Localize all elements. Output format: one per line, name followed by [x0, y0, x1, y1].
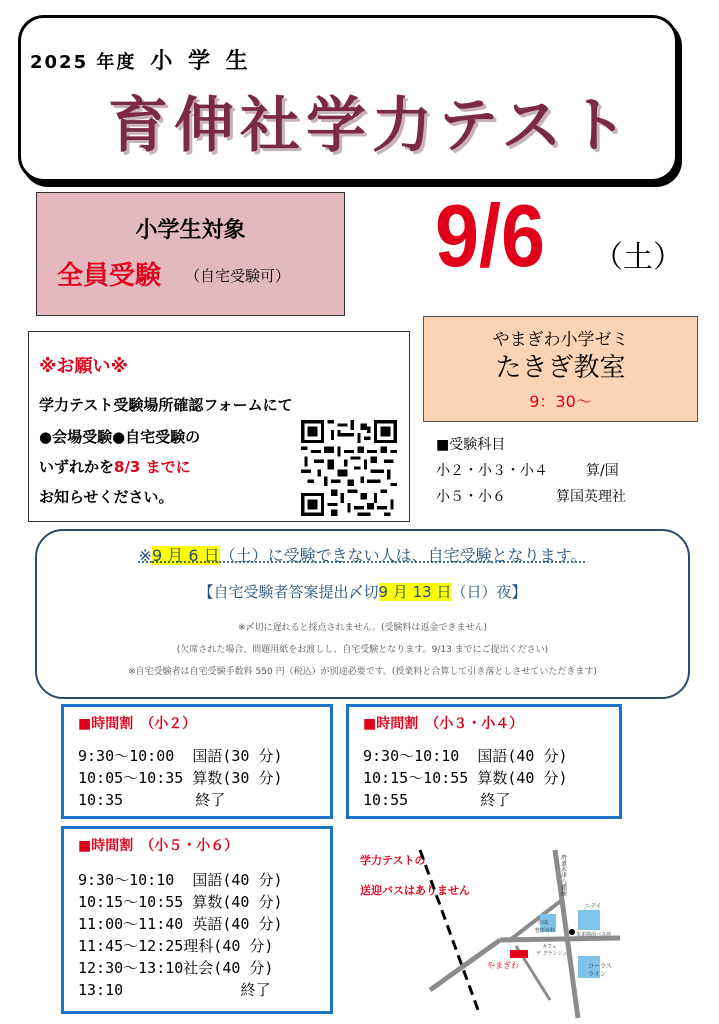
map-road [500, 938, 620, 940]
map-building-nitori [578, 910, 600, 930]
target-line1: 小学生対象 [135, 218, 246, 243]
year-label: 2025 年度 [30, 52, 137, 73]
notice-box [35, 529, 690, 699]
map-road-main [555, 850, 578, 1018]
timetable-row: 10:35 終了 [78, 791, 226, 809]
timetable-rows [78, 745, 283, 811]
subjects-grades: 小２・小３・小４ [436, 463, 548, 479]
map-note-line2: 送迎バスはありません [360, 884, 470, 897]
request-title: ※お願い※ [39, 356, 128, 377]
timetable-grade3-4 [346, 704, 622, 819]
notice-line1 [37, 543, 688, 566]
notice-line1-text: （土）に受験できない人は、自宅受験となります。 [219, 546, 587, 565]
request-deadline: 8/3 までに [114, 458, 191, 476]
timetable-row: 11:45〜12:25理科(40 分) [78, 937, 274, 955]
railway-line [420, 850, 478, 1010]
subjects-block [436, 432, 626, 510]
map-label-chorus1: コーラス [588, 963, 612, 970]
page-title: 育伸社学力テスト [108, 91, 634, 161]
map-label-cafe2: デ グランジュ [536, 951, 568, 957]
notice-deadline-date: 9 月 13 日 [378, 583, 452, 601]
request-line3 [39, 456, 191, 477]
header-year-grade [30, 44, 252, 75]
notice-line2 [37, 581, 688, 602]
timetable-grade5-6 [61, 826, 333, 1014]
notice-line4: (欠席された場合、問題用紙をお渡しし、自宅受験となります。9/13 までにご提出ください) [176, 645, 549, 655]
notice-deadline-pre: 【自宅受験者答案提出〆切 [198, 583, 379, 601]
request-box [28, 331, 410, 522]
subjects-row [436, 484, 626, 510]
timetable-grade2 [61, 704, 333, 819]
target-box [36, 192, 345, 316]
notice-line5: ※自宅受験者は自宅受験手数料 550 円（税込）が別途必要です。(授業料と合算して引き落としさせていただきます) [128, 667, 597, 677]
map-label-cafe1: カフェ [542, 944, 557, 950]
request-line1: 学力テスト受験場所確認フォームにて [39, 396, 293, 414]
subjects-title: ■受験科目 [436, 437, 506, 453]
timetable-row: 10:05〜10:35 算数(30 分) [78, 769, 283, 787]
timetable-rows [363, 745, 568, 811]
qr-code-icon[interactable] [301, 420, 397, 516]
access-map [350, 840, 620, 1020]
target-main: 全員受験 [57, 261, 162, 291]
venue-school: やまぎわ小学ゼミ [492, 330, 629, 350]
map-label-clinic2: 整形外科 [535, 928, 556, 934]
grade-label: 小 学 生 [150, 49, 252, 74]
timetable-title: ■時間割 （小５・小６） [78, 838, 239, 854]
map-label-school: やまぎわ [487, 961, 519, 970]
timetable-row: 11:00〜11:40 英語(40 分) [78, 915, 283, 933]
timetable-row: 12:30〜13:10社会(40 分) [78, 959, 274, 977]
subjects-list: 算/国 [586, 463, 619, 479]
subjects-row [436, 458, 626, 484]
map-label-road: 府道木津八幡線 [559, 854, 567, 896]
timetable-row: 10:15〜10:55 算数(40 分) [363, 769, 568, 787]
venue-box [423, 316, 698, 422]
request-line3-pre: いずれかを [39, 458, 115, 476]
bus-stop-icon [569, 929, 575, 935]
notice-line3: ※〆切に遅れると採点されません。(受験料は返金できません) [237, 623, 488, 633]
notice-deadline-post: （日）夜】 [451, 583, 527, 601]
timetable-row: 9:30〜10:10 国語(40 分) [363, 747, 568, 765]
timetable-row: 9:30〜10:00 国語(30 分) [78, 747, 283, 765]
timetable-title: ■時間割 （小３・小４） [363, 716, 524, 732]
map-label-busstop: 朱雀園前バス停 [576, 932, 612, 938]
test-weekday: （土） [593, 240, 683, 275]
map-note-line1: 学力テストの [360, 854, 426, 867]
venue-time: 9：30〜 [529, 392, 592, 411]
map-school-marker [510, 950, 528, 958]
timetable-row: 10:55 終了 [363, 791, 511, 809]
map-drawing [350, 840, 620, 1020]
target-sub: （自宅受験可） [185, 267, 291, 285]
map-label-chorus2: ライン [588, 971, 606, 978]
subjects-list: 算国英理社 [556, 489, 626, 505]
timetable-row: 13:10 終了 [78, 981, 271, 999]
notice-mark: ※ [138, 546, 153, 565]
test-date: 9/6 [435, 186, 546, 285]
subjects-grades: 小５・小６ [436, 489, 506, 505]
map-label-clinic1: 川端 [538, 920, 549, 926]
venue-room: たきぎ教室 [495, 353, 626, 383]
timetable-title: ■時間割 （小２） [78, 716, 197, 732]
request-line4: お知らせください。 [39, 488, 174, 506]
timetable-row: 10:15〜10:55 算数(40 分) [78, 893, 283, 911]
timetable-row: 9:30〜10:10 国語(40 分) [78, 871, 283, 889]
timetable-rows [78, 869, 283, 1001]
notice-date-highlight: 9 月 6 日 [152, 546, 220, 565]
map-label-nitori: ニデイ [584, 903, 602, 910]
request-line2: ●会場受験●自宅受験の [39, 428, 201, 446]
